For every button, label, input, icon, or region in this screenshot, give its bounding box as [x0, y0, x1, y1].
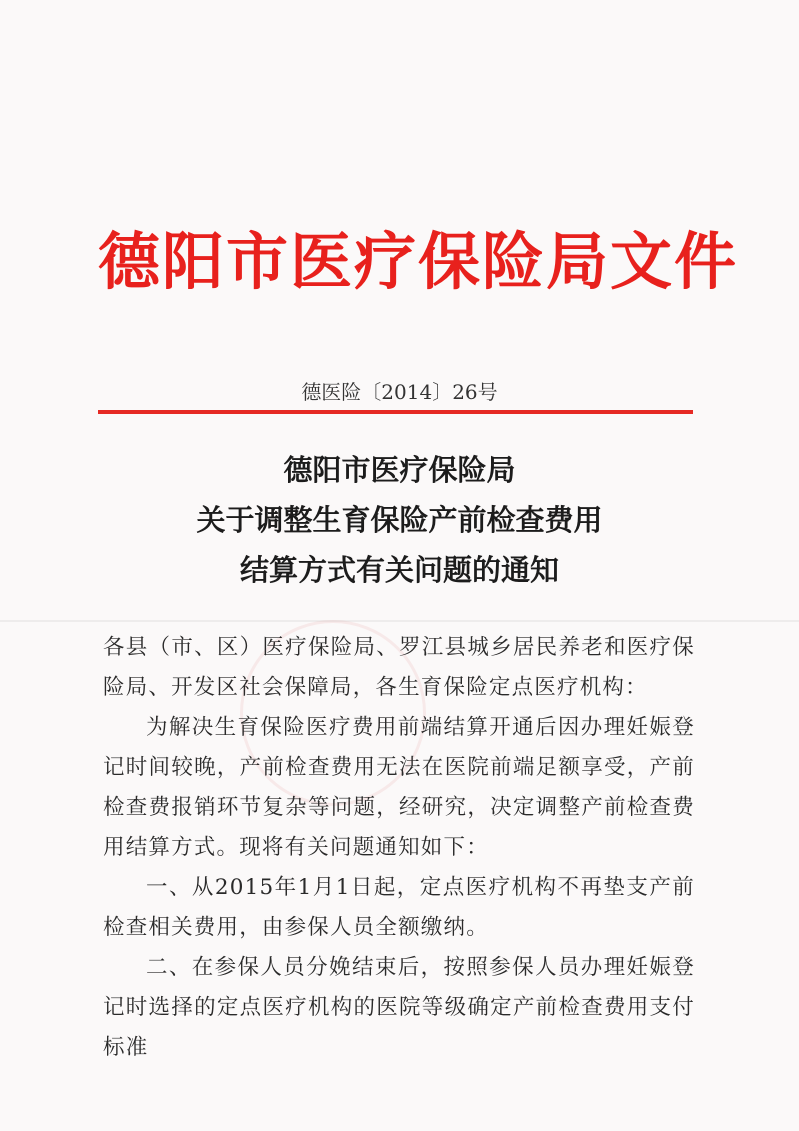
- paragraph-item-1: 一、从2015年1月1日起，定点医疗机构不再垫支产前检查相关费用，由参保人员全额缴纳。: [103, 875, 695, 940]
- paragraph-intro: 为解决生育保险医疗费用前端结算开通后因办理妊娠登记时间较晚，产前检查费用无法在医院前端足额享受，产前检查费报销环节复杂等问题，经研究，决定调整产前检查费用结算方式。现将有关问题通知如下：: [103, 715, 695, 860]
- paragraph-item-2: 二、在参保人员分娩结束后，按照参保人员办理妊娠登记时选择的定点医疗机构的医院等级确定产前检查费用支付标准: [103, 955, 695, 1060]
- issuer-title: 德阳市医疗保险局文件: [98, 225, 739, 298]
- red-divider: [98, 410, 693, 414]
- title-line-2: 关于调整生育保险产前检查费用: [196, 503, 603, 537]
- document-body: [103, 628, 695, 1068]
- addressee: 各县（市、区）医疗保险局、罗江县城乡居民养老和医疗保险局、开发区社会保障局，各生育保险定点医疗机构：: [103, 635, 695, 700]
- title-line-1: 德阳市医疗保险局: [283, 453, 516, 487]
- title-line-3: 结算方式有关问题的通知: [239, 553, 559, 587]
- page-fold: [0, 620, 799, 622]
- document-number: 德医险〔2014〕26号: [301, 380, 498, 404]
